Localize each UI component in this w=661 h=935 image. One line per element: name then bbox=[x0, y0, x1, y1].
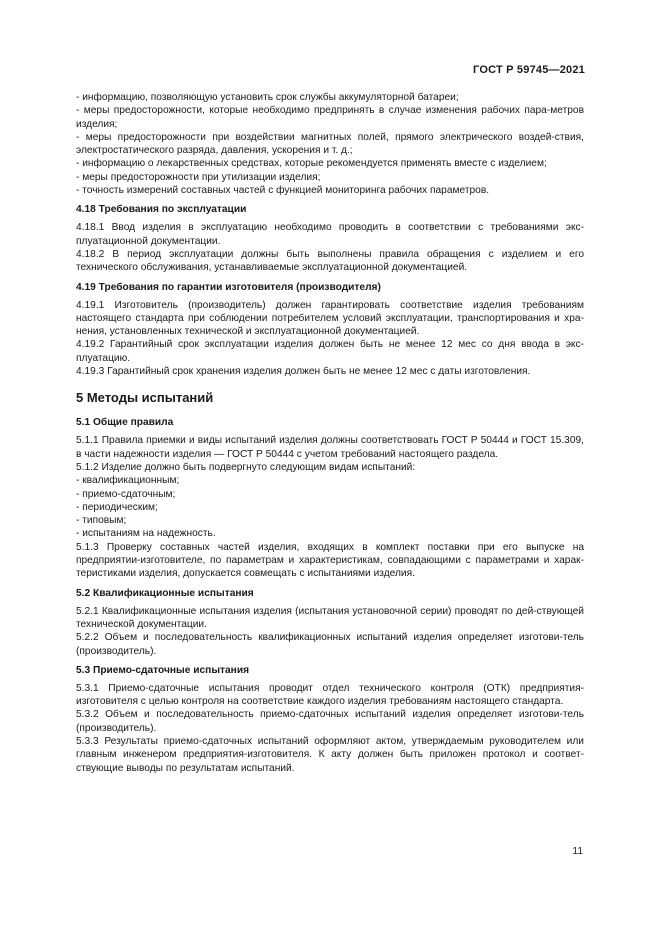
paragraph-5-2-2: 5.2.2 Объем и последовательность квалификационных испытаний изделия определяет изготови-тель (производитель). bbox=[76, 632, 584, 657]
list-item: - информацию, позволяющую установить срок службы аккумуляторной батареи; bbox=[76, 92, 459, 103]
section-heading-4-19: 4.19 Требования по гарантии изготовителя (производителя) bbox=[76, 281, 381, 293]
list-item: - типовым; bbox=[76, 515, 127, 527]
list-item: - меры предосторожности, которые необходимо предпринять в случае изменения рабочих пара-метров изделия; bbox=[76, 105, 584, 130]
paragraph-4-19-1: 4.19.1 Изготовитель (производитель) должен гарантировать соответствие изделия требованиям настоящего стандарта при соблюдении потребителем условий эксплуатации, транспортирования и хра-нения, установленных технической и эксплуатационной документацией. bbox=[76, 299, 584, 338]
page-number: 11 bbox=[572, 846, 583, 857]
section-heading-5-2: 5.2 Квалификационные испытания bbox=[76, 587, 254, 599]
paragraph-5-3-1: 5.3.1 Приемо-сдаточные испытания проводит отдел технического контроля (ОТК) предприятия-изготовителя с целью контроля на соответствие каждого изделия требованиям настоящего стандарта. bbox=[76, 682, 584, 708]
list-item: - меры предосторожности при утилизации изделия; bbox=[76, 171, 321, 183]
paragraph-5-2-1: 5.2.1 Квалификационные испытания изделия (испытания установочной серии) проводят по дей-ствующей технической документации. bbox=[76, 605, 584, 630]
list-item: - приемо-сдаточным; bbox=[76, 488, 176, 500]
list-item: - точность измерений составных частей с функцией мониторинга рабочих параметров. bbox=[76, 185, 490, 197]
paragraph-5-3-3: 5.3.3 Результаты приемо-сдаточных испытаний оформляют актом, утверждаемым руководителем или главным инженером предприятия-изготовителя. К акту должен быть приложен протокол и соответ-ствующие выводы по результатам испытаний. bbox=[76, 735, 584, 774]
paragraph-4-19-2: 4.19.2 Гарантийный срок эксплуатации изделия должен быть не менее 12 мес со дня ввода в экс-плуатацию. bbox=[76, 339, 584, 364]
paragraph-4-18-1: 4.18.1 Ввод изделия в эксплуатацию необходимо проводить в соответствии с требованиями экс-плуатационной документации. bbox=[76, 222, 584, 247]
document-body bbox=[76, 91, 584, 775]
document-code-header: ГОСТ Р 59745—2021 bbox=[473, 64, 585, 76]
list-item: - квалификационным; bbox=[76, 475, 180, 487]
paragraph-5-1-1: 5.1.1 Правила приемки и виды испытаний изделия должны соответствовать ГОСТ Р 50444 и ГОСТ 15.309, в части надежности изделия — ГОСТ Р 50444 с учетом требований настоящего раздела. bbox=[76, 435, 584, 460]
paragraph-4-19-3: 4.19.3 Гарантийный срок хранения изделия должен быть не менее 12 мес с даты изготовления. bbox=[76, 366, 531, 378]
list-item: - меры предосторожности при воздействии магнитных полей, прямого электрического воздей-ствия, электростатического разряда, давления, ускорения и т. д.; bbox=[76, 131, 584, 157]
list-item: - периодическим; bbox=[76, 501, 158, 513]
paragraph-4-18-2: 4.18.2 В период эксплуатации должны быть выполнены правила обращения с изделием и его технического обслуживания, устанавливаемые эксплуатационной документацией. bbox=[76, 248, 584, 274]
paragraph-5-3-2: 5.3.2 Объем и последовательность приемо-сдаточных испытаний изделия определяет изготови-тель (производитель). bbox=[76, 709, 584, 734]
paragraph-5-1-2: 5.1.2 Изделие должно быть подвергнуто следующим видам испытаний: bbox=[76, 461, 416, 473]
section-heading-5-3: 5.3 Приемо-сдаточные испытания bbox=[76, 664, 250, 676]
paragraph-5-1-3: 5.1.3 Проверку составных частей изделия, входящих в комплект поставки при его выпуске на предприятии-изготовителе, по параметрам и характеристикам, совпадающими с параметрами и харак-теристиками изделия, допускается совмещать с испытаниями изделия. bbox=[76, 541, 584, 580]
section-heading-5-1: 5.1 Общие правила bbox=[76, 417, 174, 429]
list-item: - испытаниям на надежность. bbox=[76, 528, 216, 540]
section-heading-4-18: 4.18 Требования по эксплуатации bbox=[76, 204, 247, 216]
list-item: - информацию о лекарственных средствах, которые рекомендуется применять вместе с изделием; bbox=[76, 158, 547, 170]
section-heading-5: 5 Методы испытаний bbox=[76, 390, 214, 406]
